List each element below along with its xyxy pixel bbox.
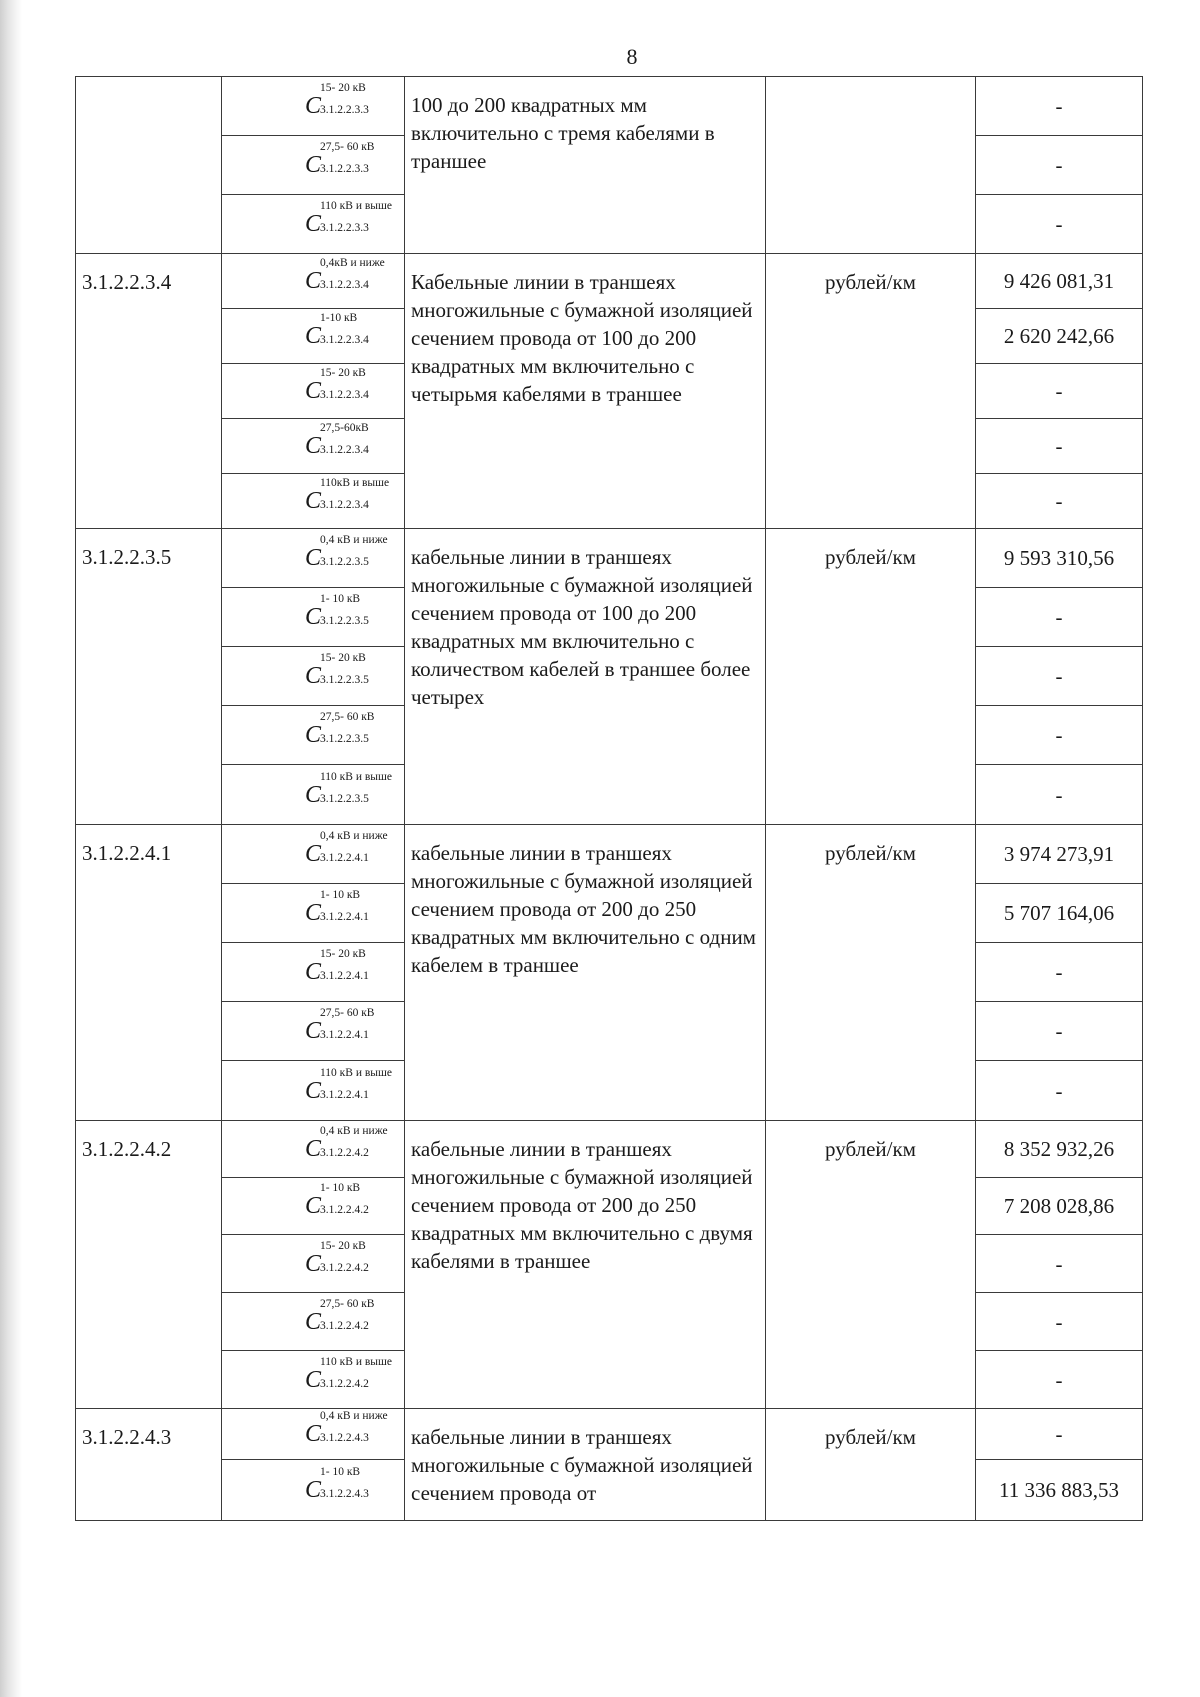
rate-symbol bbox=[304, 1239, 369, 1278]
rate-symbol bbox=[304, 889, 369, 927]
unit-of-measure: рублей/км bbox=[766, 1121, 976, 1409]
item-description-cell bbox=[405, 1121, 766, 1409]
rate-symbol-cell bbox=[222, 474, 405, 529]
voltage-class-label: 0,4 кВ и ниже bbox=[319, 1410, 388, 1422]
voltage-class-label: 1- 10 кВ bbox=[319, 1182, 361, 1194]
rate-symbol-cell bbox=[222, 309, 405, 364]
item-code: 3.1.2.2.3.4 bbox=[76, 254, 222, 529]
rate-value: 7 208 028,86 bbox=[976, 1178, 1143, 1235]
table-row bbox=[76, 825, 1143, 884]
table-row bbox=[76, 77, 1143, 136]
rate-symbol-letter: C bbox=[304, 93, 321, 119]
unit-of-measure: рублей/км bbox=[766, 1409, 976, 1521]
rate-symbol-cell bbox=[222, 1178, 405, 1235]
rate-symbol bbox=[304, 1182, 369, 1220]
voltage-class-label: 1- 10 кВ bbox=[319, 889, 361, 901]
rate-index-label: 3.1.2.2.3.4 bbox=[319, 334, 369, 346]
rate-symbol bbox=[304, 200, 392, 238]
unit-of-measure bbox=[766, 77, 976, 254]
voltage-class-label: 1- 10 кВ bbox=[319, 1466, 361, 1478]
rate-symbol bbox=[304, 422, 369, 460]
rate-symbol bbox=[304, 1125, 388, 1163]
rate-value: - bbox=[976, 195, 1143, 254]
rate-index-label: 3.1.2.2.4.1 bbox=[319, 852, 369, 864]
rate-value: 9 593 310,56 bbox=[976, 529, 1143, 588]
rate-value: - bbox=[976, 706, 1143, 765]
voltage-class-label: 15- 20 кВ bbox=[319, 367, 366, 379]
voltage-class-label: 110 кВ и выше bbox=[319, 1355, 392, 1368]
item-description-cell bbox=[405, 254, 766, 529]
rate-symbol-cell bbox=[222, 588, 405, 647]
rate-symbol bbox=[304, 257, 385, 295]
rate-symbol bbox=[304, 534, 388, 572]
rate-symbol bbox=[304, 477, 390, 515]
item-description: кабельные линии в траншеях многожильные с бумажной изоляцией сечением провода от 200 до 250 квадратных мм включительно с двумя кабелями в траншее bbox=[411, 1137, 753, 1273]
rate-value: - bbox=[976, 77, 1143, 136]
rate-index-label: 3.1.2.2.3.4 bbox=[319, 279, 369, 291]
table-row bbox=[76, 1121, 1143, 1178]
item-code: 3.1.2.2.3.5 bbox=[76, 529, 222, 825]
rate-symbol-letter: C bbox=[304, 722, 321, 748]
rate-symbol-cell bbox=[222, 884, 405, 943]
rate-symbol-cell bbox=[222, 1460, 405, 1521]
rate-symbol bbox=[304, 1410, 388, 1448]
voltage-class-label: 27,5-60кВ bbox=[319, 422, 369, 434]
rate-index-label: 3.1.2.2.3.3 bbox=[319, 104, 369, 116]
rate-symbol-letter: C bbox=[304, 488, 321, 514]
item-description-cell bbox=[405, 77, 766, 254]
voltage-class-label: 0,4 кВ и ниже bbox=[319, 534, 388, 546]
rate-symbol-letter: C bbox=[304, 152, 321, 178]
rate-symbol bbox=[304, 830, 388, 868]
table-row bbox=[76, 1409, 1143, 1460]
item-code bbox=[76, 77, 222, 254]
voltage-class-label: 27,5- 60 кВ bbox=[319, 711, 375, 723]
rate-value: - bbox=[976, 1409, 1143, 1460]
rate-symbol-cell bbox=[222, 1061, 405, 1121]
rate-value: - bbox=[976, 765, 1143, 825]
rate-value: 5 707 164,06 bbox=[976, 884, 1143, 943]
voltage-class-label: 1-10 кВ bbox=[319, 312, 358, 324]
rate-index-label: 3.1.2.2.3.4 bbox=[319, 499, 369, 511]
rate-symbol bbox=[304, 1066, 392, 1105]
rate-index-label: 3.1.2.2.3.3 bbox=[319, 163, 369, 175]
item-description: кабельные линии в траншеях многожильные с бумажной изоляцией сечением провода от 100 до 200 квадратных мм включительно с количеством кабелей в траншее более четырех bbox=[411, 545, 753, 709]
rate-index-label: 3.1.2.2.3.5 bbox=[319, 556, 369, 568]
rate-value: - bbox=[976, 136, 1143, 195]
rate-value: - bbox=[976, 1293, 1143, 1351]
rate-symbol-letter: C bbox=[304, 433, 321, 459]
rate-symbol-cell bbox=[222, 1293, 405, 1351]
rate-value: - bbox=[976, 474, 1143, 529]
rate-index-label: 3.1.2.2.4.1 bbox=[319, 1088, 369, 1101]
rate-symbol bbox=[304, 770, 392, 809]
rate-value: - bbox=[976, 1061, 1143, 1121]
item-code: 3.1.2.2.4.1 bbox=[76, 825, 222, 1121]
rate-index-label: 3.1.2.2.3.5 bbox=[319, 792, 369, 805]
rate-value: - bbox=[976, 647, 1143, 706]
unit-of-measure: рублей/км bbox=[766, 254, 976, 529]
item-description: 100 до 200 квадратных мм включительно с тремя кабелями в траншее bbox=[411, 93, 715, 173]
rate-symbol bbox=[304, 652, 369, 690]
rate-value: 2 620 242,66 bbox=[976, 309, 1143, 364]
rate-index-label: 3.1.2.2.4.2 bbox=[319, 1147, 369, 1159]
rate-symbol-cell bbox=[222, 765, 405, 825]
voltage-class-label: 1- 10 кВ bbox=[319, 593, 361, 605]
rate-symbol-letter: C bbox=[304, 1250, 321, 1277]
rate-symbol-cell bbox=[222, 1409, 405, 1460]
rate-index-label: 3.1.2.2.4.3 bbox=[319, 1432, 369, 1444]
rate-value: - bbox=[976, 588, 1143, 647]
item-description-cell bbox=[405, 825, 766, 1121]
rate-symbol-letter: C bbox=[304, 378, 321, 404]
page-number: 8 bbox=[626, 44, 638, 69]
rate-symbol-cell bbox=[222, 195, 405, 254]
voltage-class-label: 110 кВ и выше bbox=[319, 1066, 392, 1079]
rate-symbol-cell bbox=[222, 1002, 405, 1061]
rate-index-label: 3.1.2.2.4.2 bbox=[319, 1261, 369, 1274]
rate-symbol-letter: C bbox=[304, 1366, 321, 1393]
rate-symbol-letter: C bbox=[304, 1193, 321, 1219]
rate-index-label: 3.1.2.2.4.1 bbox=[319, 911, 369, 923]
rate-symbol-letter: C bbox=[304, 1421, 321, 1447]
item-description-cell bbox=[405, 529, 766, 825]
voltage-class-label: 27,5- 60 кВ bbox=[319, 1297, 375, 1310]
rate-symbol-cell bbox=[222, 1121, 405, 1178]
item-description: кабельные линии в траншеях многожильные с бумажной изоляцией сечением провода от bbox=[411, 1425, 753, 1505]
rate-symbol-cell bbox=[222, 1351, 405, 1409]
scan-edge-shadow bbox=[0, 0, 22, 1697]
rate-symbol-letter: C bbox=[304, 1477, 321, 1503]
rate-symbol-letter: C bbox=[304, 1077, 321, 1104]
rate-index-label: 3.1.2.2.4.2 bbox=[319, 1319, 369, 1332]
rate-index-label: 3.1.2.2.4.3 bbox=[319, 1488, 369, 1500]
rate-index-label: 3.1.2.2.4.1 bbox=[319, 1029, 369, 1041]
rate-symbol-cell bbox=[222, 136, 405, 195]
voltage-class-label: 15- 20 кВ bbox=[319, 1239, 366, 1252]
rate-value: - bbox=[976, 943, 1143, 1002]
rate-value: - bbox=[976, 1235, 1143, 1293]
rate-index-label: 3.1.2.2.3.5 bbox=[319, 674, 369, 686]
item-description-cell bbox=[405, 1409, 766, 1521]
rate-symbol-letter: C bbox=[304, 781, 321, 808]
rate-symbol-letter: C bbox=[304, 323, 321, 349]
tariff-table-body bbox=[76, 77, 1143, 1521]
rate-symbol bbox=[304, 312, 369, 350]
rate-index-label: 3.1.2.2.3.5 bbox=[319, 733, 369, 745]
unit-of-measure: рублей/км bbox=[766, 529, 976, 825]
voltage-class-label: 0,4 кВ и ниже bbox=[319, 830, 388, 842]
rate-symbol-cell bbox=[222, 706, 405, 765]
voltage-class-label: 15- 20 кВ bbox=[319, 652, 366, 664]
rate-symbol-cell bbox=[222, 529, 405, 588]
rate-symbol bbox=[304, 1466, 369, 1504]
rate-index-label: 3.1.2.2.3.4 bbox=[319, 389, 369, 401]
rate-symbol-cell bbox=[222, 943, 405, 1002]
item-code: 3.1.2.2.4.3 bbox=[76, 1409, 222, 1521]
rate-symbol-letter: C bbox=[304, 604, 321, 630]
rate-symbol-cell bbox=[222, 419, 405, 474]
rate-symbol-cell bbox=[222, 825, 405, 884]
tariff-table bbox=[75, 76, 1143, 1521]
voltage-class-label: 110кВ и выше bbox=[319, 477, 390, 489]
rate-symbol-cell bbox=[222, 254, 405, 309]
rate-value: - bbox=[976, 419, 1143, 474]
rate-symbol-cell bbox=[222, 1235, 405, 1293]
rate-symbol bbox=[304, 948, 369, 986]
rate-index-label: 3.1.2.2.4.2 bbox=[319, 1204, 369, 1216]
voltage-class-label: 15- 20 кВ bbox=[319, 948, 366, 960]
voltage-class-label: 27,5- 60 кВ bbox=[319, 141, 375, 153]
rate-index-label: 3.1.2.2.4.2 bbox=[319, 1377, 369, 1390]
voltage-class-label: 0,4 кВ и ниже bbox=[319, 1125, 388, 1137]
rate-symbol-letter: C bbox=[304, 268, 321, 294]
rate-symbol bbox=[304, 1007, 375, 1045]
item-description: Кабельные линии в траншеях многожильные с бумажной изоляцией сечением провода от 100 до 200 квадратных мм включительно с четырьмя кабелями в траншее bbox=[411, 270, 753, 406]
item-code: 3.1.2.2.4.2 bbox=[76, 1121, 222, 1409]
rate-value: 9 426 081,31 bbox=[976, 254, 1143, 309]
rate-symbol bbox=[304, 1297, 375, 1336]
item-description: кабельные линии в траншеях многожильные с бумажной изоляцией сечением провода от 200 до 250 квадратных мм включительно с одним кабелем в траншее bbox=[411, 841, 756, 977]
rate-symbol-letter: C bbox=[304, 1136, 321, 1162]
rate-value: 11 336 883,53 bbox=[976, 1460, 1143, 1521]
rate-index-label: 3.1.2.2.4.1 bbox=[319, 970, 369, 982]
rate-symbol bbox=[304, 593, 369, 631]
rate-symbol-cell bbox=[222, 647, 405, 706]
rate-symbol bbox=[304, 367, 369, 405]
rate-symbol-letter: C bbox=[304, 211, 321, 237]
rate-symbol-letter: C bbox=[304, 545, 321, 571]
rate-symbol bbox=[304, 141, 375, 179]
unit-of-measure: рублей/км bbox=[766, 825, 976, 1121]
voltage-class-label: 110 кВ и выше bbox=[319, 770, 392, 783]
rate-index-label: 3.1.2.2.3.3 bbox=[319, 222, 369, 234]
table-row bbox=[76, 254, 1143, 309]
voltage-class-label: 110 кВ и выше bbox=[319, 200, 392, 212]
rate-symbol-letter: C bbox=[304, 959, 321, 985]
rate-symbol-letter: C bbox=[304, 900, 321, 926]
rate-symbol-letter: C bbox=[304, 663, 321, 689]
rate-symbol-letter: C bbox=[304, 1018, 321, 1044]
rate-symbol-letter: C bbox=[304, 1308, 321, 1335]
rate-index-label: 3.1.2.2.3.5 bbox=[319, 615, 369, 627]
rate-value: 3 974 273,91 bbox=[976, 825, 1143, 884]
voltage-class-label: 15- 20 кВ bbox=[319, 82, 366, 94]
voltage-class-label: 27,5- 60 кВ bbox=[319, 1007, 375, 1019]
rate-symbol bbox=[304, 711, 375, 749]
rate-value: - bbox=[976, 1351, 1143, 1409]
rate-symbol bbox=[304, 82, 369, 120]
rate-value: - bbox=[976, 1002, 1143, 1061]
rate-symbol-cell bbox=[222, 77, 405, 136]
table-row bbox=[76, 529, 1143, 588]
rate-value: 8 352 932,26 bbox=[976, 1121, 1143, 1178]
rate-index-label: 3.1.2.2.3.4 bbox=[319, 444, 369, 456]
rate-symbol-cell bbox=[222, 364, 405, 419]
voltage-class-label: 0,4кВ и ниже bbox=[319, 257, 385, 269]
rate-symbol bbox=[304, 1355, 392, 1394]
rate-symbol-letter: C bbox=[304, 841, 321, 867]
rate-value: - bbox=[976, 364, 1143, 419]
